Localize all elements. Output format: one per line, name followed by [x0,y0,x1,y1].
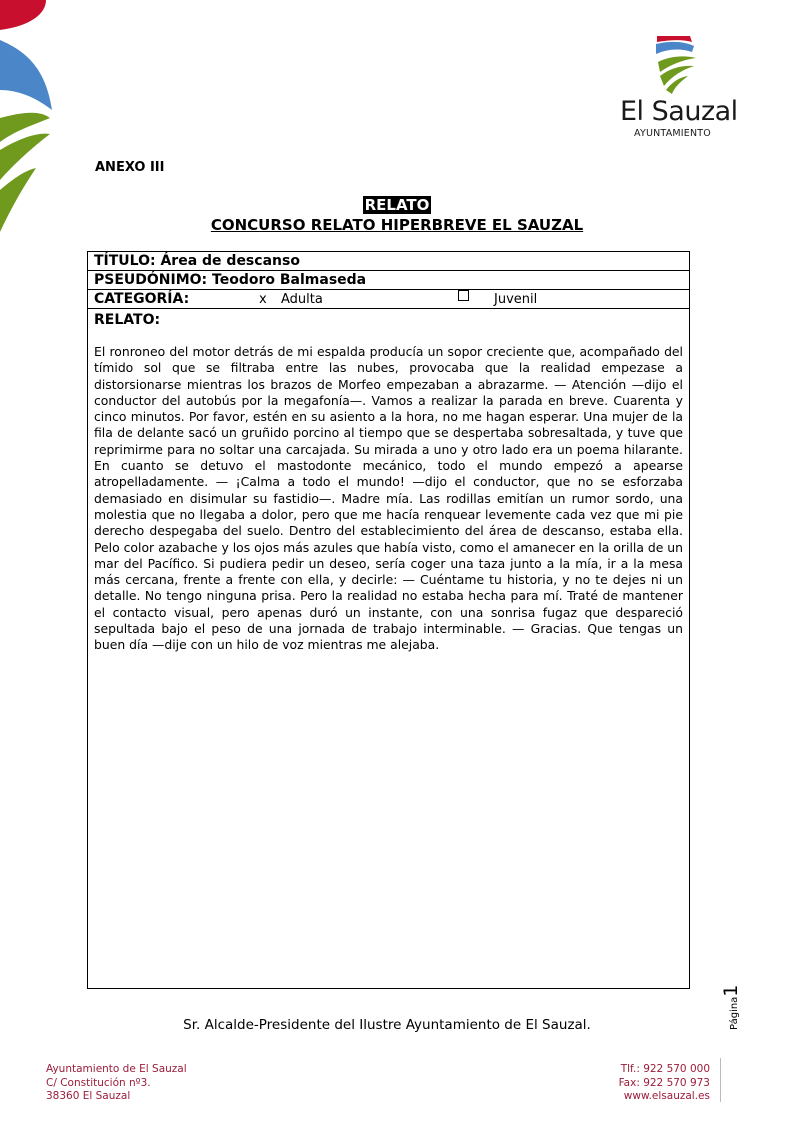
footer-address-line: Ayuntamiento de El Sauzal [46,1063,187,1075]
document-subtitle: CONCURSO RELATO HIPERBREVE EL SAUZAL [210,216,584,234]
footer-address [46,1063,187,1104]
categoria-row [88,290,689,309]
footer-fax: Fax: 922 570 973 [618,1076,710,1089]
logo-mark-icon [652,32,700,94]
document-title [0,196,794,214]
page-number-value: 1 [720,984,742,997]
relato-label: RELATO: [94,312,161,328]
footer-address-line: C/ Constitución nº3. [46,1076,151,1089]
entry-form [87,251,690,989]
adulta-option-label: Adulta [281,292,323,307]
page-label-text: Página [729,996,740,1030]
juvenil-checkbox[interactable] [458,290,469,301]
footer-website-link[interactable]: www.elsauzal.es [623,1090,710,1102]
footer-address-line: 38360 El Sauzal [46,1090,131,1102]
titulo-row: TÍTULO: Área de descanso [88,252,689,271]
adulta-checkmark[interactable]: x [259,292,267,307]
logo-name: El Sauzal [620,96,738,127]
relato-text: El ronroneo del motor detrás de mi espalda producía un sopor creciente que, acompañado del tímido sol que se filtraba entre las nubes, provocaba que la realidad empezase a distorsionarse mientras los brazos de Morfeo empezaban a abrazarme. — Atención —dijo el conductor del autobús por la megafonía—. Vamos a realizar la parada en breve. Cuarenta y cinco minutos. Por favor, estén en su asiento a la hora, no me hagan esperar. Una mujer de la fila de delante sacó un gruñido porcino al tiempo que se despertaba sobresaltada, y tuve que reprimirme para no soltar una carcajada. Su mirada a uno y otro lado era un poema hilarante. En cuanto se detuvo el mastodonte mecánico, todo el mundo empezó a apearse atropelladamente. — ¡Calma a todo el mundo! —dijo el conductor, que no se esforzaba demasiado en disimular su fastidio—. Madre mía. Las rodillas emitían un rumor sordo, una molestia que no llegaba a dolor, pero que me hacía renquear levemente cada vez que mi pie derecho despegaba del suelo. Dentro del establecimiento del área de descanso, estaba ella. Pelo color azabache y los ojos más azules que había visto, como el amanecer en la orilla de un mar del Pacífico. Si pudiera pedir un deseo, sería coger una taza junto a la mía, ir a la mesa más cercana, frente a frente con ella, y decirle: — Cuéntame tu historia, y no te dejes ni un detalle. No tengo ninguna prisa. Pero la realidad no estaba hecha para mí. Traté de mantener el contacto visual, pero apenas duró un instante, con una sonrisa fugaz que despareció sepultada bajo el peso de una jornada de trabajo interminable. — Gracias. Que tengas un buen día —dije con un hilo de voz mientras me alejaba. [94,344,683,653]
el-sauzal-logo [600,28,750,143]
juvenil-option-label: Juvenil [494,292,538,307]
footer-contact [619,1063,710,1104]
title-text: RELATO [364,196,430,214]
logo-subtitle: AYUNTAMIENTO [634,128,711,139]
annex-label: ANEXO III [95,160,165,175]
footer-divider [720,1058,721,1102]
footer-phone: Tlf.: 922 570 000 [620,1063,710,1075]
categoria-label: CATEGORÍA: [94,291,190,307]
signature-line: Sr. Alcalde-Presidente del Ilustre Ayuntamiento de El Sauzal. [183,1017,591,1033]
page-number [720,985,742,1030]
pseudonimo-row: PSEUDÓNIMO: Teodoro Balmaseda [88,271,689,290]
